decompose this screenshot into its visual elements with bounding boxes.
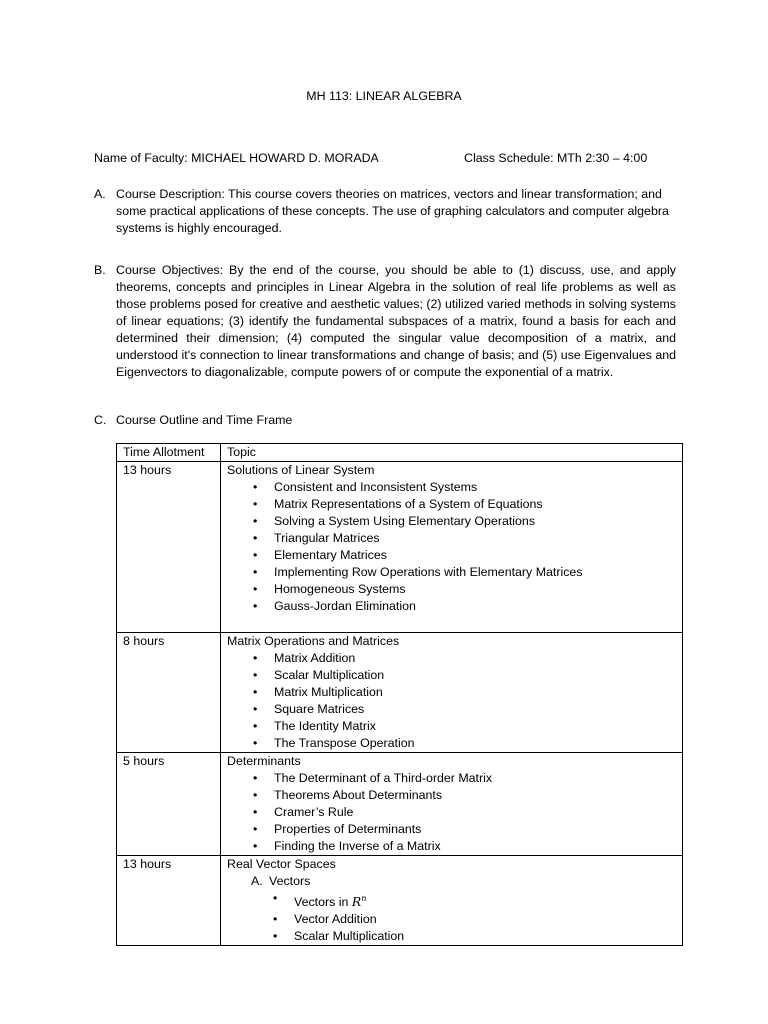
topic-list <box>227 479 676 615</box>
time-allotment-cell: 13 hours <box>117 856 221 946</box>
list-item: • Scalar Multiplication <box>227 928 676 945</box>
faculty-line <box>94 150 694 167</box>
list-item: • Vector Addition <box>227 911 676 928</box>
table-row <box>117 753 683 856</box>
list-item: • Matrix Multiplication <box>227 684 676 701</box>
section-letter: B. <box>94 263 106 277</box>
section-course-objectives <box>94 262 676 381</box>
sub-topic-list <box>227 890 676 945</box>
table-header-row <box>117 444 683 462</box>
section-course-description <box>94 186 676 237</box>
math-r-n: $R^n$ <box>351 894 367 910</box>
course-outline-heading: Course Outline and Time Frame <box>116 413 293 427</box>
topic-cell <box>221 462 683 633</box>
time-allotment-cell: 13 hours <box>117 462 221 633</box>
course-description-text: Course Description: This course covers theories on matrices, vectors and linear transformation; and some practical applications of these concepts. The use of graphing calculators and computer algebra systems is highly encouraged. <box>116 187 669 235</box>
table-row <box>117 856 683 946</box>
topic-heading: Real Vector Spaces <box>227 857 336 871</box>
list-item: • Implementing Row Operations with Elementary Matrices <box>227 564 676 581</box>
list-item: • Matrix Addition <box>227 650 676 667</box>
sub-topic-label: Vectors <box>269 874 311 888</box>
table-row <box>117 462 683 633</box>
list-item: • The Transpose Operation <box>227 735 676 752</box>
faculty-name: Name of Faculty: MICHAEL HOWARD D. MORADA <box>94 151 379 165</box>
list-item: • Cramer’s Rule <box>227 804 676 821</box>
list-item: • Homogeneous Systems <box>227 581 676 598</box>
topic-heading: Determinants <box>227 754 301 768</box>
topic-cell <box>221 753 683 856</box>
list-item: • Finding the Inverse of a Matrix <box>227 838 676 855</box>
document-title: MH 113: LINEAR ALGEBRA <box>306 89 462 103</box>
list-item: • Triangular Matrices <box>227 530 676 547</box>
course-outline-table <box>116 443 683 946</box>
list-item: • Gauss-Jordan Elimination <box>227 598 676 615</box>
time-allotment-cell: 5 hours <box>117 753 221 856</box>
topic-heading: Matrix Operations and Matrices <box>227 634 400 648</box>
list-item: • Matrix Representations of a System of Equations <box>227 496 676 513</box>
table-row <box>117 633 683 753</box>
topic-list <box>227 650 676 752</box>
section-letter: C. <box>94 413 107 427</box>
sub-topic-heading <box>227 873 676 890</box>
list-item: • Solving a System Using Elementary Operations <box>227 513 676 530</box>
list-item: • Properties of Determinants <box>227 821 676 838</box>
list-item: • Vectors in $R^n$ <box>227 890 676 911</box>
list-item: • Theorems About Determinants <box>227 787 676 804</box>
topic-cell <box>221 633 683 753</box>
section-course-outline <box>94 412 676 429</box>
header-topic: Topic <box>221 444 683 462</box>
list-item: • The Identity Matrix <box>227 718 676 735</box>
list-item: • The Determinant of a Third-order Matrix <box>227 770 676 787</box>
topic-cell <box>221 856 683 946</box>
list-item: • Scalar Multiplication <box>227 667 676 684</box>
list-item: • Square Matrices <box>227 701 676 718</box>
list-item: • Consistent and Inconsistent Systems <box>227 479 676 496</box>
class-schedule: Class Schedule: MTh 2:30 – 4:00 <box>464 151 648 165</box>
topic-list <box>227 770 676 855</box>
course-objectives-text: Course Objectives: By the end of the course, you should be able to (1) discuss, use, and apply theorems, concepts and principles in Linear Algebra in the solution of real life problems as well as those problems posed for creative and aesthetic values; (2) utilized varied methods in solving systems of linear equations; (3) identify the fundamental subspaces of a matrix, found a basis for each and determined their dimension; (4) computed the singular value decomposition of a matrix, and understood it's connection to linear transformations and change of basis; and (5) use Eigenvalues and Eigenvectors to diagonalizable, compute powers of or compute the exponential of a matrix. <box>116 263 676 379</box>
section-letter: A. <box>94 187 106 201</box>
list-item: • Elementary Matrices <box>227 547 676 564</box>
header-time-allotment: Time Allotment <box>117 444 221 462</box>
sub-topic-letter: A. <box>251 874 263 888</box>
time-allotment-cell: 8 hours <box>117 633 221 753</box>
topic-heading: Solutions of Linear System <box>227 463 375 477</box>
